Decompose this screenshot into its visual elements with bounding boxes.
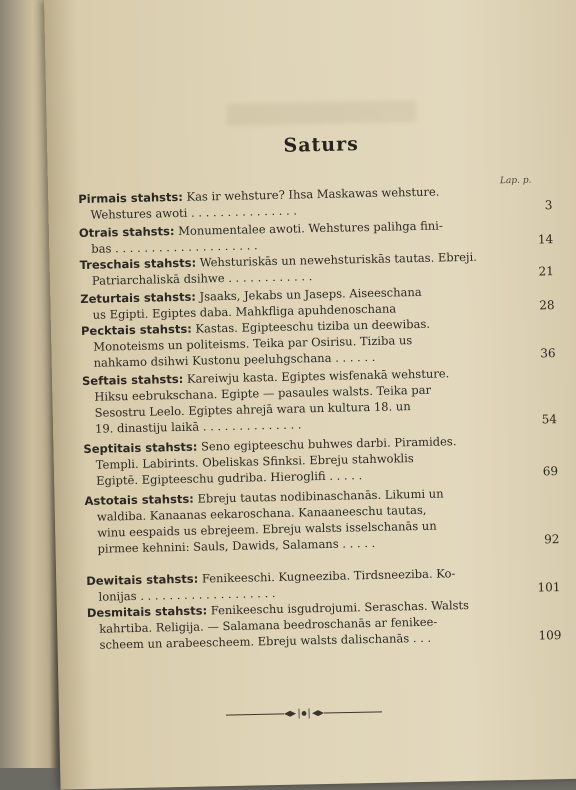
toc-entry-heading: Zeturtais stahsts: — [80, 290, 196, 306]
toc-entry-text: us Egipti. Egiptes daba. Mahkfliga apuhdenoschana — [93, 301, 397, 321]
toc-entry-text: Monumentalee awoti. Wehstures palihga fini- — [178, 218, 443, 238]
toc-page-number: 36 — [540, 345, 556, 361]
toc-entry-text: Fenikeeschi. Kugneeziba. Tirdsneeziba. Ko- — [202, 566, 456, 585]
toc-page-number: 28 — [539, 297, 555, 313]
toc-page-number: 3 — [545, 197, 553, 213]
toc-entry — [84, 483, 565, 557]
toc-entry-text: pirmee kehnini: Sauls, Dawids, Salamans . . . . . — [97, 536, 375, 556]
toc-entry-text: Patriarchaliskā dsihwe . . . . . . . . . . . . — [92, 269, 313, 288]
toc-entry-text: waldiba. Kanaanas eekaroschana. Kanaaneeschu tautas, — [97, 503, 427, 524]
toc-entry-text: Wehstures awoti . . . . . . . . . . . . . . . — [90, 203, 297, 221]
toc-entry — [82, 363, 563, 437]
toc-entry-text: winu eespaids us ebrejeem. Ebreju walsts isselschanās un — [97, 519, 437, 540]
toc-page-number: 101 — [537, 579, 560, 595]
toc-entry-text: 19. dinastiju laikā . . . . . . . . . . . . . . — [95, 417, 302, 435]
toc-entry-text: nahkamo dsihwi Kustonu peeluhgschana . . . . . . — [94, 350, 376, 370]
toc-entry-text: Kareiwju kasta. Egiptes wisfenakā wehsture. — [187, 366, 450, 385]
toc-entry-heading: Dewitais stahsts: — [86, 572, 198, 588]
toc-entry — [87, 595, 568, 653]
toc-entry-text: Hiksu eebrukschana. Egipte — pasaules walsts. Teika par — [94, 383, 431, 404]
toc-entry-heading: Treschais stahsts: — [79, 256, 196, 272]
toc-page-number: 54 — [542, 411, 558, 427]
toc-entry-heading: Desmitais stahsts: — [87, 603, 208, 620]
toc-entry-text: Kastas. Egipteeschu tiziba un deewibas. — [195, 317, 430, 336]
toc-entry-text: Monoteisms un politeisms. Teika par Osirisu. Tiziba us — [93, 333, 412, 354]
toc-page-number: 14 — [538, 231, 554, 247]
toc-entry-text: Ebreju tautas nodibinaschanās. Likumi un — [197, 486, 443, 505]
toc-entry-heading: Pirmais stahsts: — [78, 190, 183, 206]
toc-page-number: 69 — [543, 463, 559, 479]
page-title: Saturs — [47, 128, 576, 161]
toc-entry-text: Seno egipteeschu buhwes darbi. Piramides. — [201, 434, 457, 453]
toc-entry-text: Kas ir wehsture? Ihsa Maskawas wehsture. — [186, 185, 439, 204]
toc-page-number: 92 — [544, 531, 560, 547]
bleed-through-text — [226, 100, 416, 126]
toc-entry-text: Jsaaks, Jekabs un Jaseps. Aiseeschana — [199, 285, 421, 304]
toc-entry — [81, 313, 562, 371]
toc-entry-text: Egiptē. Egipteeschu gudriba. Hieroglifi . . . . . — [96, 468, 362, 488]
toc-entry-text: Templi. Labirints. Obeliskas Sfinksi. Ebreju stahwoklis — [96, 451, 414, 472]
toc-page-number: 21 — [538, 263, 554, 279]
toc-entry-text: lonijas . . . . . . . . . . . . . . . . . . . — [98, 586, 275, 604]
toc-entry-heading: Astotais stahsts: — [84, 492, 194, 508]
toc-entry-text: Wehsturiskās un newehsturiskās tautas. Ebreji. — [200, 250, 477, 270]
toc-entry-text: kahrtiba. Religija. — Salamana beedroschanās ar fenikee- — [99, 615, 437, 636]
toc-entry-text: Sesostru Leelo. Egiptes ahrejā wara un kultura 18. un — [95, 399, 411, 420]
page-column-label: Lap. p. — [500, 176, 532, 187]
toc-entry — [83, 431, 564, 489]
toc-page-number: 109 — [538, 627, 561, 643]
toc-entry-heading: Pecktais stahsts: — [81, 322, 192, 338]
toc-entry-heading: Seftais stahsts: — [82, 372, 183, 388]
toc-entry-text: Fenikeeschu isgudrojumi. Seraschas. Walsts — [211, 598, 470, 617]
toc-entry-text: bas . . . . . . . . . . . . . . . . . . . . — [91, 238, 258, 255]
toc-entry-heading: Septitais stahsts: — [83, 440, 197, 456]
book-page — [44, 0, 576, 790]
toc-entry-text: scheem un arabeescheem. Ebreju walsts dalischanās . . . — [99, 631, 431, 652]
toc-entry-heading: Otrais stahsts: — [79, 224, 175, 240]
ornament-divider — [224, 703, 384, 724]
